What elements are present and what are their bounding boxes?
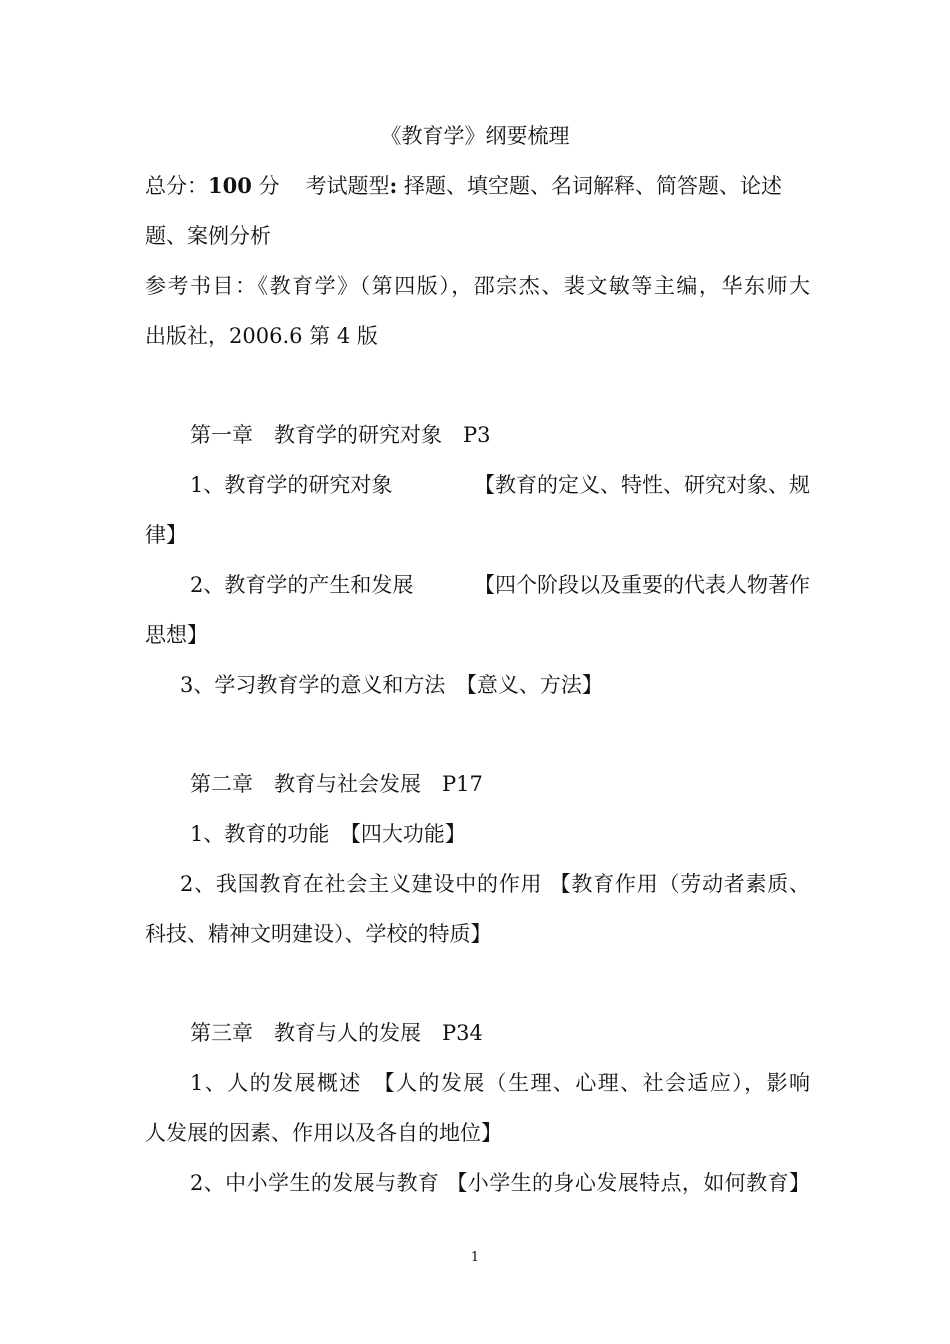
list-item xyxy=(190,470,810,500)
reference-line-1: 参考书目：《教育学》（第四版），邵宗杰、裴文敏等主编，华东师大 xyxy=(145,274,810,298)
item-continued: 思想】 xyxy=(145,623,208,647)
item-continued: 律】 xyxy=(145,523,187,547)
score-unit: 分 xyxy=(258,174,280,198)
list-item: 2、中小学生的发展与教育 【小学生的身心发展特点，如何教育】 xyxy=(190,1171,810,1195)
exam-type-colon: : xyxy=(389,173,398,198)
list-item: 2、我国教育在社会主义建设中的作用 【教育作用（劳动者素质、 xyxy=(180,872,810,896)
exam-type-label: 考试题型 xyxy=(305,174,390,198)
item-title: 2、教育学的产生和发展 xyxy=(190,573,414,597)
item-title: 1、教育学的研究对象 xyxy=(190,473,393,497)
exam-types: 择题、填空题、名词解释、简答题、论述 xyxy=(403,174,782,198)
item-continued: 科技、精神文明建设）、学校的特质】 xyxy=(145,922,492,946)
exam-types-continued: 题、案例分析 xyxy=(145,224,271,248)
item-summary: 【四个阶段以及重要的代表人物著作 xyxy=(474,573,810,597)
document-title: 《教育学》纲要梳理 xyxy=(380,124,570,148)
chapter-heading: 第一章 教育学的研究对象 P3 xyxy=(190,423,491,447)
score-value: 100 xyxy=(208,173,252,198)
list-item xyxy=(190,570,810,600)
item-continued: 人发展的因素、作用以及各自的地位】 xyxy=(145,1121,502,1145)
list-item: 3、学习教育学的意义和方法 【意义、方法】 xyxy=(180,673,603,697)
item-summary: 【教育的定义、特性、研究对象、规 xyxy=(474,473,810,497)
score-label: 总分： xyxy=(145,174,208,198)
chapter-heading: 第三章 教育与人的发展 P34 xyxy=(190,1021,483,1045)
page-number: 1 xyxy=(470,1250,480,1265)
exam-info-line xyxy=(145,171,810,201)
list-item: 1、人的发展概述 【人的发展（生理、心理、社会适应），影响 xyxy=(190,1071,810,1095)
reference-line-2: 出版社，2006.6 第 4 版 xyxy=(145,324,378,348)
list-item: 1、教育的功能 【四大功能】 xyxy=(190,822,466,846)
chapter-heading: 第二章 教育与社会发展 P17 xyxy=(190,772,483,796)
